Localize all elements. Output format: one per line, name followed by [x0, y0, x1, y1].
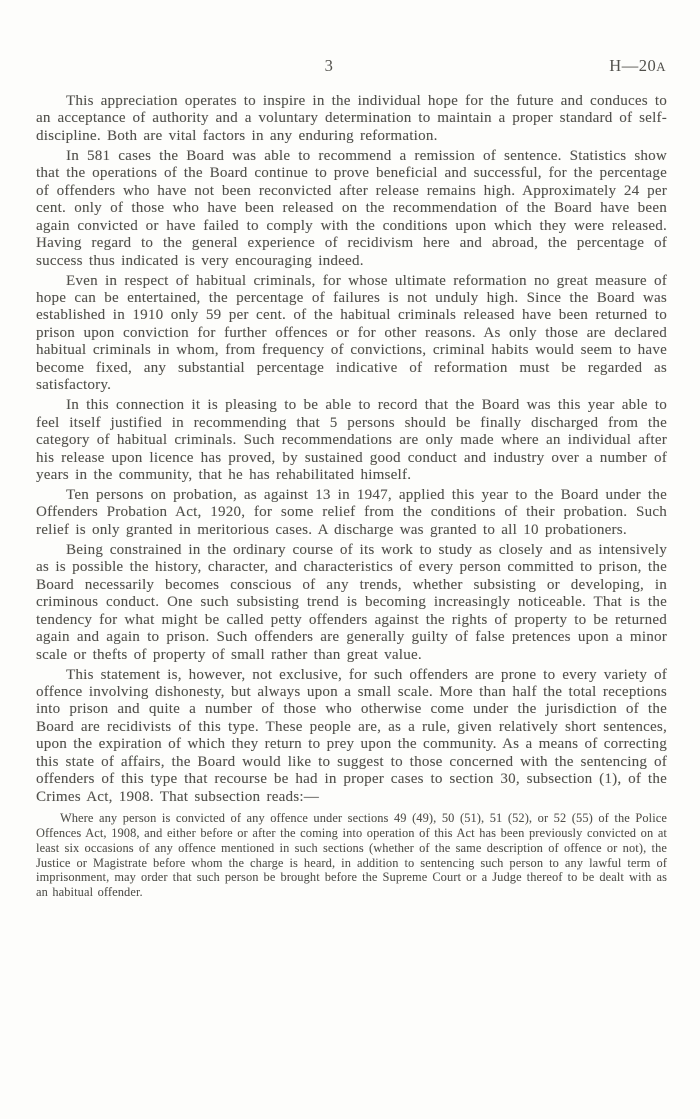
paragraph-recidivists-suggestion: This statement is, however, not exclusive, for such offenders are prone to every variety of offence involving dishonesty, but always upon a small scale. More than half the total receptions into prison and quite a number of those who otherwise come under the jurisdiction of the Board are recidivists of this type. These people are, as a rule, given relatively short sentences, upon the expiration of which they return to prey upon the community. As a means of correcting this state of affairs, the Board would like to suggest to those concerned with the sentencing of offenders of this type that recourse be had in proper cases to section 30, subsection (1), of the Crimes Act, 1908. That subsection reads:— — [36, 666, 667, 805]
paragraph-probation: Ten persons on probation, as against 13 in 1947, applied this year to the Board under the Offenders Probation Act, 1920, for some relief from the conditions of their probation. Such relief is only granted in meritorious cases. A discharge was granted to all 10 probationers. — [36, 486, 667, 538]
document-reference-main: H—20 — [609, 56, 657, 75]
paragraph-appreciation: This appreciation operates to inspire in the individual hope for the future and conduces to an acceptance of authority and a voluntary determination to maintain a proper standard of self-discipline. Both are vital factors in any enduring reformation. — [36, 93, 667, 144]
statute-quote-crimes-act: Where any person is convicted of any offence under sections 49 (49), 50 (51), 51 (52), or 52 (55) of the Police Offences Act, 1908, and either before or after the coming into operation of this Act has been previously convicted on at least six occasions of any offence mentioned in such sections (whether of the same description of offence or not), the Justice or Magistrate before whom the charge is heard, in addition to sentencing such person to any lawful term of imprisonment, may order that such person be brought before the Supreme Court or a Judge thereof to be dealt with as an habitual offender. — [36, 811, 667, 900]
document-reference-suffix: A — [656, 60, 666, 74]
document-reference — [609, 56, 666, 76]
document-body — [36, 93, 667, 900]
page-header — [36, 56, 666, 78]
page-number: 3 — [324, 56, 334, 75]
paragraph-discharge-recommendations: In this connection it is pleasing to be able to record that the Board was this year able to feel itself justified in recommending that 5 persons should be finally discharged from the category of habitual criminals. Such recommendations are only made where an individual after his release upon licence has proved, by sustained good conduct and industry over a number of years in the community, that he has rehabilitated himself. — [36, 397, 667, 484]
paragraph-habitual-criminals: Even in respect of habitual criminals, for whose ultimate reformation no great measure of hope can be entertained, the percentage of failures is not unduly high. Since the Board was established in 1910 only 59 per cent. of the habitual criminals released have been returned to prison upon conviction for further offences or for other reasons. As only those are declared habitual criminals in whom, from frequency of convictions, criminal habits would seem to have become fixed, any substantial percentage indicative of reformation must be regarded as satisfactory. — [36, 272, 667, 394]
paragraph-petty-offenders-trend: Being constrained in the ordinary course of its work to study as closely and as intensively as is possible the history, character, and characteristics of every person committed to prison, the Board necessarily becomes conscious of any trends, whether subsisting or developing, in criminous conduct. One such subsisting trend is becoming increasingly noticeable. That is the tendency for what might be called petty offenders against the rights of property to be returned again and again to prison. Such offenders are generally guilty of false pretences upon a minor scale or thefts of property of small rather than great value. — [36, 541, 667, 663]
paragraph-remission-statistics: In 581 cases the Board was able to recommend a remission of sentence. Statistics show that the operations of the Board continue to prove beneficial and successful, for the percentage of offenders who have not been reconvicted after release remains high. Approximately 24 per cent. only of those who have been released on the recommendation of the Board have been again convicted or have failed to comply with the conditions upon which they were released. Having regard to the general experience of recidivism here and abroad, the percentage of success thus indicated is very encouraging indeed. — [36, 147, 667, 269]
